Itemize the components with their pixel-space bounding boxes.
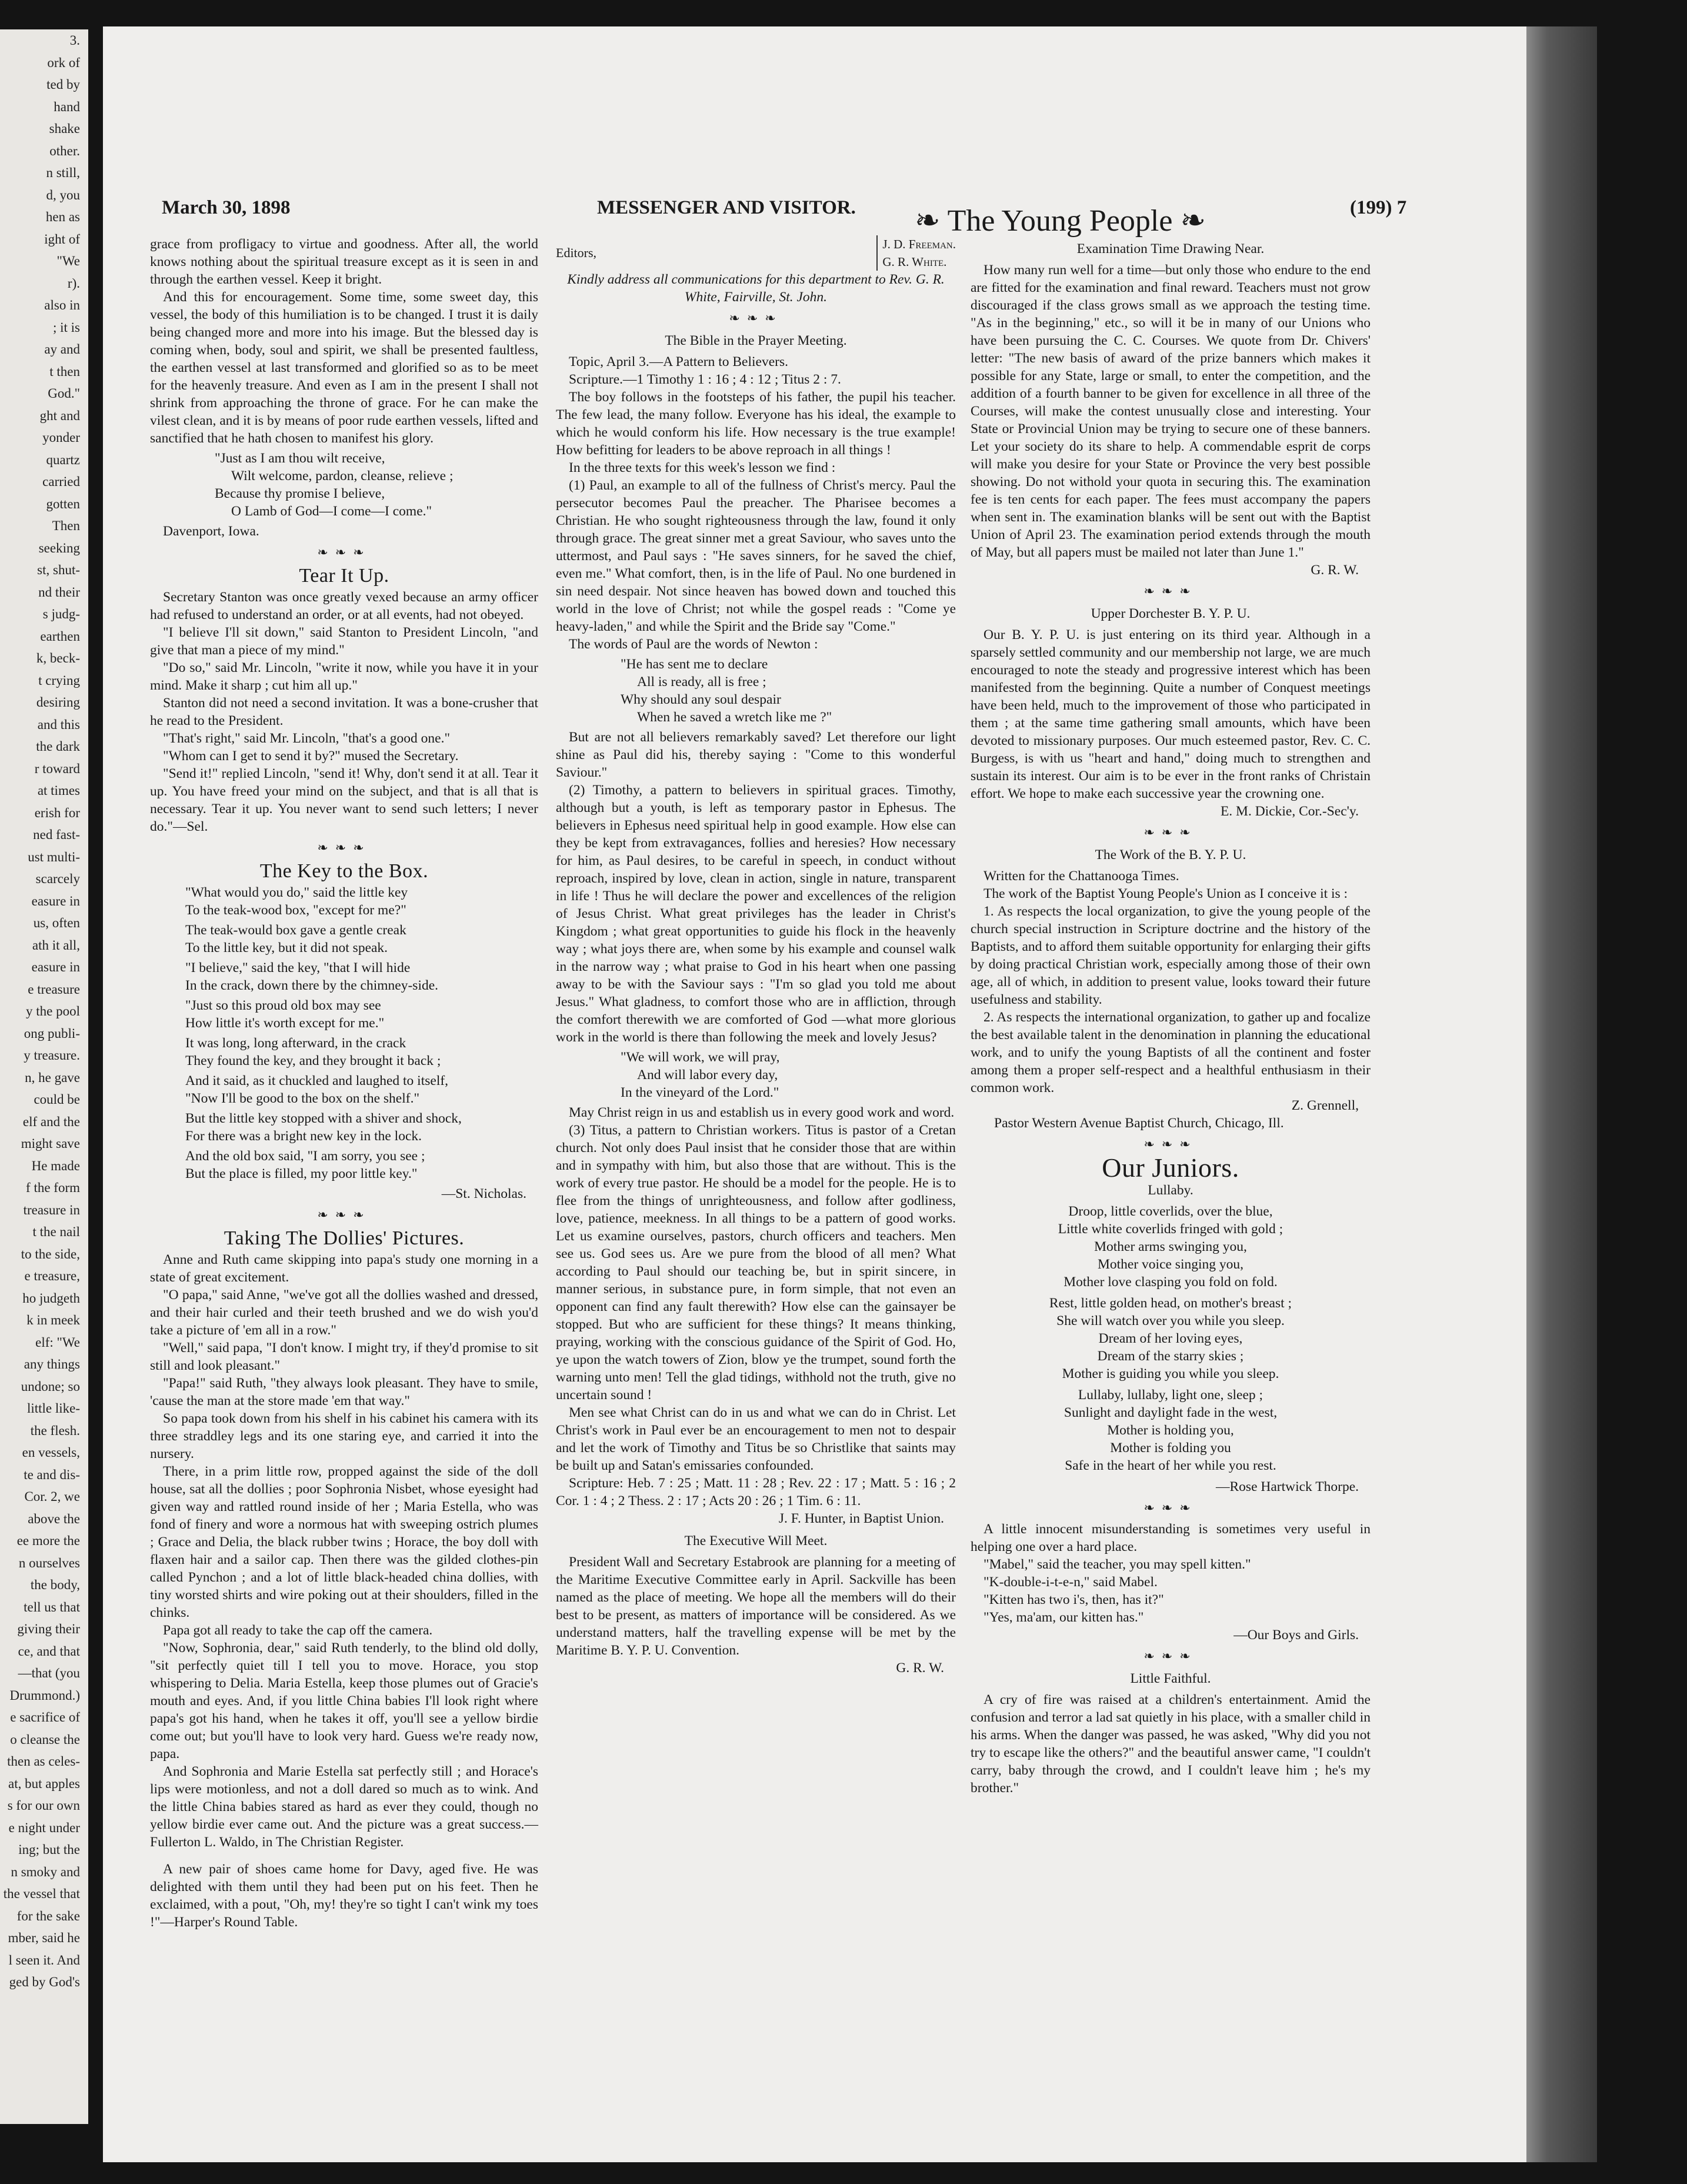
previous-page-line: the dark xyxy=(36,739,80,754)
previous-page-line: 3. xyxy=(69,33,80,48)
article-paragraph: "O papa," said Anne, "we've got all the dollies washed and dressed, and their hair curled and their teeth brushed and we do wish you'd take a picture of 'em all in a row." xyxy=(150,1287,538,1338)
poem-line: Mother love clasping you fold on fold. xyxy=(1063,1274,1278,1290)
previous-page-line: e treasure xyxy=(28,981,80,997)
previous-page-line: ned fast- xyxy=(33,827,80,842)
previous-page-line: nd their xyxy=(38,584,80,600)
previous-page-line: above the xyxy=(28,1511,80,1526)
previous-page-line: y the pool xyxy=(26,1004,80,1018)
previous-page-line: hand xyxy=(54,99,80,114)
previous-page-line: n ourselves xyxy=(18,1555,80,1570)
previous-page-line: gotten xyxy=(46,496,80,511)
previous-page-line: any things xyxy=(24,1357,80,1371)
article-paragraph: In the three texts for this week's lesson we find : xyxy=(569,460,836,475)
section-separator: ❧❧❧ xyxy=(1143,825,1198,840)
previous-page-line: earthen xyxy=(40,628,80,644)
previous-page-line: easure in xyxy=(31,960,80,974)
key-to-box-poem xyxy=(150,884,538,1183)
editors-line xyxy=(556,235,956,271)
attribution: —St. Nicholas. xyxy=(441,1186,526,1201)
previous-page-line: ted by xyxy=(46,77,80,92)
previous-page-line: erish for xyxy=(34,805,80,820)
previous-page-line: e treasure, xyxy=(24,1269,80,1283)
previous-page-line: easure in xyxy=(31,893,80,908)
heading-work-bypu: The Work of the B. Y. P. U. xyxy=(1095,847,1246,863)
article-paragraph: How many run well for a time—but only those who endure to the end are fitted for the examination and final reward. Teachers must not grow discouraged if the class grows small as we approach the testing time. "As in the beginning," etc., so will it be in many of our Unions who have been pursuing the C. C. Courses. We quote from Dr. Chivers' letter: "The new basis of award of the prize banners which makes it possible for any State, large or small, to enter the competition, and the addition of a fourth banner to be given for excellence in all three of the Courses, will make the contest unusually close and interesting. Your State or Provincial Union may be trying to secure one of these banners. Let your society do its share to help. A commendable esprit de corps will make you desire for your State or Province the very best possible showing. Do not withold your quota in securing this. The examination fee is ten cents for each paper. The fees must accompany the papers when sent in. The examination blanks will be sent out with the Baptist Union of April 23. The examination period extends through the mouth of May, but all papers must be mailed not later than June 1." xyxy=(971,262,1371,560)
previous-page-line: ust multi- xyxy=(28,849,80,864)
heading-our-juniors: Our Juniors. xyxy=(1102,1153,1239,1183)
column-1 xyxy=(150,235,538,1931)
poem-line: "Now I'll be good to the box on the shelf." xyxy=(185,1091,420,1106)
column-3 xyxy=(971,235,1371,1797)
section-separator: ❧❧❧ xyxy=(1143,1649,1198,1663)
previous-page-line: f the form xyxy=(26,1180,80,1195)
article-paragraph: grace from profligacy to virtue and goodness. After all, the world knows nothing about the spiritual treasure except as it is seen in and through the earthen vessel. Keep it bright. xyxy=(150,237,538,287)
previous-page-line: giving their xyxy=(17,1622,80,1636)
previous-page-line: ee more the xyxy=(16,1533,80,1548)
attribution: Z. Grennell, xyxy=(1291,1098,1359,1113)
dateline: Davenport, Iowa. xyxy=(163,524,259,539)
previous-page-line: the body, xyxy=(30,1577,80,1592)
article-paragraph: Papa got all ready to take the cap off the camera. xyxy=(163,1623,433,1638)
poem-line: Sunlight and daylight fade in the west, xyxy=(1063,1405,1278,1420)
book-page-edge xyxy=(1526,26,1597,2162)
previous-page-line: e sacrifice of xyxy=(10,1710,80,1724)
poem-stanza xyxy=(185,1147,538,1183)
attribution: G. R. W. xyxy=(1311,562,1359,578)
section-separator: ❧❧❧ xyxy=(317,545,371,560)
poem-line: It was long, long afterward, in the crack xyxy=(185,1036,406,1051)
previous-page-line: ork of xyxy=(47,55,80,70)
previous-page-line: —that (you xyxy=(18,1666,80,1680)
section-separator: ❧❧❧ xyxy=(1143,1500,1198,1515)
attribution: Pastor Western Avenue Baptist Church, Chicago, Ill. xyxy=(994,1116,1284,1131)
previous-page-line: t crying xyxy=(38,672,80,688)
article-paragraph: There, in a prim little row, propped against the side of the doll house, sat all the dollies ; poor Sophronia Nisbet, whose eyesight had given way and rattled round inside of her ; Maria Estella, who was fond of finery and wore a normous hat with sweeping ostrich plumes ; Grace and Delia, the black rubber twins ; Horace, the boy doll with flaxen hair and a sailor cap. Then there was the gilded clothes-pin called Pynchon ; and a lot of little black-headed china dollies, with tiny worsted shirts and wire poking out at their shoulders, filled in the chinks. xyxy=(150,1464,538,1620)
verse-line: "He has sent me to declare xyxy=(621,657,768,672)
heading-upper-dorchester: Upper Dorchester B. Y. P. U. xyxy=(1091,606,1251,621)
poem-stanza xyxy=(185,1110,538,1145)
previous-page-line: s for our own xyxy=(7,1798,80,1813)
previous-page-line: for the sake xyxy=(16,1908,80,1923)
previous-page-line: Then xyxy=(52,518,80,533)
poem-line: The teak-would box gave a gentle creak xyxy=(185,923,406,938)
previous-page-line: then as celes- xyxy=(7,1754,80,1769)
previous-page-line: the flesh. xyxy=(30,1423,80,1438)
fleuron-icon: ❧ xyxy=(1180,204,1206,238)
poem-line: "What would you do," said the little key xyxy=(185,885,408,900)
article-paragraph: "Kitten has two i's, then, has it?" xyxy=(983,1592,1164,1607)
poem-stanza xyxy=(185,997,538,1032)
article-paragraph: "Whom can I get to send it by?" mused the Secretary. xyxy=(163,748,459,764)
previous-page-line: ath it all, xyxy=(32,937,80,953)
previous-page-line: s judg- xyxy=(42,607,80,621)
lullaby-poem xyxy=(971,1203,1371,1474)
article-paragraph: So papa took down from his shelf in his cabinet his camera with its three straddley legs and its one staring eye, and carried it into the nursery. xyxy=(150,1411,538,1461)
previous-page-line: r toward xyxy=(34,761,80,776)
previous-page-line: at times xyxy=(37,783,80,798)
previous-page-line: o cleanse the xyxy=(10,1732,80,1747)
verse-line: All is ready, all is free ; xyxy=(637,674,766,690)
poem-line: And it said, as it chuckled and laughed to itself, xyxy=(185,1073,449,1088)
editors-names xyxy=(876,235,956,271)
previous-page-line: undone; so xyxy=(21,1379,80,1394)
poem-stanza xyxy=(971,1386,1371,1474)
tear-it-up-body xyxy=(150,588,538,835)
previous-page-line: shake xyxy=(49,121,80,136)
poem-line: Mother arms swinging you, xyxy=(1094,1239,1247,1254)
poem-stanza xyxy=(185,921,538,957)
topic-line: Topic, April 3.—A Pattern to Believers. xyxy=(569,354,788,369)
work-verse xyxy=(621,1048,956,1101)
scripture-line: Scripture.—1 Timothy 1 : 16 ; 4 : 12 ; Titus 2 : 7. xyxy=(569,372,841,387)
previous-page-line: and this xyxy=(37,717,80,732)
article-paragraph: And Sophronia and Marie Estella sat perfectly still ; and Horace's lips were motionless, and not a doll dared so much as to wink. And the little China babies stared as hard as ever they could, though no yellow birdie ever came out. And the picture was a great success.—Fullerton L. Waldo, in The Christian Register. xyxy=(150,1764,538,1850)
previous-page-line: k, beck- xyxy=(36,651,80,665)
previous-page-line: n, he gave xyxy=(25,1070,80,1085)
previous-page-line: l seen it. And xyxy=(8,1952,80,1967)
previous-page-line: other. xyxy=(49,143,80,158)
editor-name: G. R. White. xyxy=(882,255,947,269)
previous-page-line: Drummond.) xyxy=(9,1687,80,1703)
attribution: —Rose Hartwick Thorpe. xyxy=(1216,1479,1359,1494)
previous-page-line: God." xyxy=(48,386,80,401)
previous-page-line: elf: "We xyxy=(35,1334,80,1350)
previous-page-line: ; it is xyxy=(52,319,80,335)
prayer-meeting-body xyxy=(556,1104,956,1510)
poem-stanza xyxy=(971,1294,1371,1383)
kitten-anecdote xyxy=(971,1520,1371,1626)
previous-page-line: yonder xyxy=(42,430,80,445)
previous-page-line: y treasure. xyxy=(24,1048,80,1063)
verse-line: Why should any soul despair xyxy=(621,692,781,707)
header-paper-title: MESSENGER AND VISITOR. xyxy=(597,197,856,218)
article-paragraph: "Do so," said Mr. Lincoln, "write it now, while you have it in your mind. Make it sharp ; cut him all up." xyxy=(150,660,538,693)
poem-line: Little white coverlids fringed with gold ; xyxy=(1058,1221,1283,1237)
poem-line: Mother voice singing you, xyxy=(1097,1257,1244,1272)
section-separator: ❧❧❧ xyxy=(317,1207,371,1222)
section-separator: ❧❧❧ xyxy=(1143,1137,1198,1151)
poem-line: For there was a bright new key in the lock. xyxy=(185,1128,422,1144)
heading-dollies-pictures: Taking The Dollies' Pictures. xyxy=(224,1227,465,1249)
previous-page-line: ight of xyxy=(44,231,80,247)
poem-stanza xyxy=(971,1203,1371,1291)
previous-page-line: n still, xyxy=(46,165,80,180)
article-paragraph: Secretary Stanton was once greatly vexed because an army officer had refused to understand an order, or at all events, had not obeyed. xyxy=(150,590,538,622)
attribution: J. F. Hunter, in Baptist Union. xyxy=(778,1511,944,1526)
poem-line: How little it's worth except for me." xyxy=(185,1016,385,1031)
previous-page-line: ho judgeth xyxy=(22,1290,80,1306)
poem-line: "Just so this proud old box may see xyxy=(185,998,381,1013)
poem-line: But the place is filled, my poor little key." xyxy=(185,1166,418,1181)
poem-line: And the old box said, "I am sorry, you see ; xyxy=(185,1148,425,1164)
header-date: March 30, 1898 xyxy=(162,197,291,218)
article-paragraph: "Yes, ma'am, our kitten has." xyxy=(983,1610,1144,1625)
poem-line: Mother is holding you, xyxy=(1107,1423,1234,1438)
article-paragraph: The boy follows in the footsteps of his father, the pupil his teacher. The few lead, the many follow. Everyone has his ideal, the example to which he would conform his life. How necessary is the true example! How befitting for leaders to be above reproach in all things ! xyxy=(556,389,956,458)
fleuron-icon: ❧ xyxy=(915,204,941,238)
hymn-verse xyxy=(215,450,538,520)
previous-page-line: en vessels, xyxy=(22,1445,80,1460)
heading-key-to-box: The Key to the Box. xyxy=(259,860,429,882)
previous-page-line: also in xyxy=(44,298,80,312)
article-paragraph: And this for encouragement. Some time, some sweet day, this vessel, the body of this humiliation is to be changed. I trust it is daily being changed more and more into his image. But the blessed day is coming when, body, soul and spirit, we shall be presented faultless, the earthen vessel at last transformed and glorified so as to be meet for the heavenly treasure. And even as I am in the present I shall not shrink from approaching the throne of grace. For he can make the vilest clean, and it is by means of poor rude earthen vessels, lifted and sanctified that he hath chosen to manifest his glory. xyxy=(150,289,538,446)
article-paragraph: A little innocent misunderstanding is sometimes very useful in helping one over a hard place. xyxy=(971,1522,1371,1554)
previous-page-line: little like- xyxy=(26,1401,80,1416)
verse-line: And will labor every day, xyxy=(637,1067,778,1083)
attribution: E. M. Dickie, Cor.-Sec'y. xyxy=(1220,804,1359,819)
poem-line: Safe in the heart of her while you rest. xyxy=(1065,1458,1276,1473)
previous-page-line: desiring xyxy=(36,695,80,710)
article-paragraph: (2) Timothy, a pattern to believers in spiritual graces. Timothy, although but a youth, is left as temporary pastor in Ephesus. The believers in Ephesus need spiritual help in good example. How else can they be kept from extravagances, follies and heresies? How necessary for him, as Paul desires, to be careful in speech, in conduct without reproach, inspired by love, clean in action, single in nature, transparent in life ! Thus he will declare the power and excellences of the religion of Jesus Christ. What great privileges has the leader in Christ's Kingdom ; what great opportunities to guide his flock in the heavenly way ; what joys there are, when some by his example and counsel walk in the narrow way ; what praise to God in his heart when one passing away to be with the Saviour says : "I'm so glad you told me about Jesus." What gladness, to comfort those who are in affliction, through the comfort therewith we are comforted of God —what more glorious work in the world is there than following the meek and lovely Jesus? xyxy=(556,783,956,1045)
editor-name: J. D. Freeman. xyxy=(882,237,956,251)
previous-page-line: "We xyxy=(56,254,80,268)
work-bypu-body xyxy=(971,867,1371,1097)
poem-line: Lullaby, lullaby, light one, sleep ; xyxy=(1078,1387,1263,1403)
previous-page-line: tell us that xyxy=(24,1599,80,1614)
attribution: —Our Boys and Girls. xyxy=(1233,1627,1359,1643)
article-paragraph: "Now, Sophronia, dear," said Ruth tenderly, to the blind old dolly, "sit perfectly quiet till I tell you to move. Horace, you stop whispering to Delia. Maria Estella, keep those plumes out of Gracie's mouth and eyes. And, if you little China babies I'll look right where papa's got his hand, when he takes it off, you'll see a yellow birdie come out; but you'll have to look very hard. Guess we're ready now, papa. xyxy=(150,1640,538,1762)
poem-line: She will watch over you while you sleep. xyxy=(1056,1313,1285,1329)
dollies-body xyxy=(150,1251,538,1851)
previous-page-line: might save xyxy=(21,1136,80,1151)
previous-page-line: Cor. 2, we xyxy=(24,1489,80,1504)
heading-prayer-meeting: The Bible in the Prayer Meeting. xyxy=(665,333,847,348)
prayer-meeting-body xyxy=(556,728,956,1046)
previous-page-line: ght and xyxy=(39,408,80,423)
previous-page-line: quartz xyxy=(46,452,80,467)
previous-page-line: to the side, xyxy=(21,1246,80,1261)
article-paragraph: 2. As respects the international organization, to gather up and focalize the best available talent in the denomination in planning the educational work, and to unify the young Baptists of all the continent and foster among them a proper self-respect and a healthful enthusiasm in their common work. xyxy=(971,1010,1371,1096)
article-paragraph: "Well," said papa, "I don't know. I might try, if they'd promise to sit still and look pleasant." xyxy=(150,1340,538,1373)
previous-page-line: te and dis- xyxy=(24,1467,80,1482)
poem-line: Dream of her loving eyes, xyxy=(1098,1331,1243,1346)
previous-page-line: treasure in xyxy=(23,1202,80,1217)
previous-page-line: elf and the xyxy=(22,1114,80,1129)
previous-page-line: n smoky and xyxy=(11,1864,80,1879)
poem-stanza xyxy=(185,959,538,994)
previous-page-line: us, often xyxy=(33,915,80,930)
heading-executive-meet: The Executive Will Meet. xyxy=(684,1533,828,1549)
previous-page-line: ged by God's xyxy=(9,1975,80,1989)
previous-page-text xyxy=(0,29,88,1993)
article-paragraph: "I believe I'll sit down," said Stanton to President Lincoln, "and give that man a piece of my mind." xyxy=(150,625,538,658)
article-paragraph: 1. As respects the local organization, to give the young people of the church special instruction in Scripture doctrine and the history of the Baptists, and to afford them suitable opportunity for enlarging their gifts by doing practical Christian work, especially among those of their own age, all of which, in addition to present value, looks toward their future usefulness and stability. xyxy=(971,904,1371,1007)
verse-line: Because thy promise I believe, xyxy=(215,486,385,501)
section-title-text: The Young People xyxy=(947,204,1173,238)
poem-line: But the little key stopped with a shiver and shock, xyxy=(185,1111,462,1126)
previous-page-line: He made xyxy=(31,1158,80,1173)
previous-page-edge xyxy=(0,29,88,2124)
previous-page-line: st, shut- xyxy=(37,562,80,577)
article-paragraph: A cry of fire was raised at a children's entertainment. Amid the confusion and terror a lad sat quietly in his place, with a smaller child in his arms. When the danger was passed, he was asked, "Why did you not try to escape like the others?" and the beautiful answer came, "I couldn't carry, baby through the crowd, and I couldn't leave him ; he's my brother." xyxy=(971,1692,1371,1796)
poem-line: In the crack, down there by the chimney-side. xyxy=(185,978,439,993)
verse-line: Wilt welcome, pardon, cleanse, relieve ; xyxy=(231,468,454,484)
newton-verse xyxy=(621,655,956,726)
previous-page-line: t the nail xyxy=(32,1224,80,1239)
previous-page-line: ay and xyxy=(44,342,80,357)
poem-stanza xyxy=(185,1034,538,1070)
poem-line: They found the key, and they brought it back ; xyxy=(185,1053,441,1068)
heading-lullaby: Lullaby. xyxy=(1148,1183,1193,1198)
article-paragraph: "Send it!" replied Lincoln, "send it! Why, don't send it at all. Tear it up. You have freed your mind on the subject, and that is all that is necessary. Tear it up. You never want to send such letters; I never do."—Sel. xyxy=(150,766,538,834)
poem-line: Dream of the starry skies ; xyxy=(1097,1349,1244,1364)
poem-line: To the little key, but it did not speak. xyxy=(185,940,388,956)
verse-line: In the vineyard of the Lord." xyxy=(621,1085,779,1100)
article-paragraph: Our B. Y. P. U. is just entering on its third year. Although in a sparsely settled community and our membership not large, we are much encouraged to note the steady and progressive interest which has been manifested from the beginning. Quite a number of Conquest meetings have been held, much to the improvement of those who participated in them ; at the same time gathering small amounts, which have been devoted to missionary purposes. Our much esteemed pastor, Rev. C. C. Burgess, is with us "heart and hand," doing much to strengthen and sustain its interest. Our aim is to be ever in the front ranks of Christain effort. We hope to make each successive year the crowning one. xyxy=(971,627,1371,801)
header-page-number: (199) 7 xyxy=(1350,197,1407,218)
article-paragraph: Anne and Ruth came skipping into papa's study one morning in a state of great excitement. xyxy=(150,1252,538,1285)
shoes-anecdote: A new pair of shoes came home for Davy, aged five. He was delighted with them until they had been put on his feet. Then he exclaimed, with a pout, "Oh, my! they're so tight I can't wink my toes !"—Harper's Round Table. xyxy=(150,1862,538,1930)
newspaper-page xyxy=(103,26,1526,2162)
poem-line: To the teak-wood box, "except for me?" xyxy=(185,903,406,918)
article-paragraph: (1) Paul, an example to all of the fullness of Christ's mercy. Paul the persecutor becomes Paul the preacher. The Pharisee becomes a Christian. He who sought righteousness through the law, found it only through grace. The great sinner met a great Saviour, who saves unto the uttermost, and Paul says : "He saves sinners, for he saved the chief, even me." What comfort, then, is in the life of Paul. No one burdened in sin need despair. Not since heaven has bowed down and touched this world in the love of Christ; not while the gospel reads : "Come ye heavy-laden," and while the Spirit and the Bride say "Come." xyxy=(556,478,956,634)
previous-page-line: ong publi- xyxy=(24,1026,80,1041)
poem-line: Mother is guiding you while you sleep. xyxy=(1062,1366,1279,1381)
prayer-meeting-body xyxy=(556,388,956,653)
heading-exam-time: Examination Time Drawing Near. xyxy=(1076,241,1265,257)
address-note: Kindly address all communications for this department to Rev. G. R. White, Fairville, St. John. xyxy=(567,272,945,305)
poem-stanza xyxy=(185,884,538,919)
verse-line: "Just as I am thou wilt receive, xyxy=(215,451,385,466)
previous-page-line: the vessel that xyxy=(3,1886,80,1901)
article-paragraph: But are not all believers remarkably saved? Let therefore our light shine as Paul did his, thereby saying : "Come to this wonderful Saviour." xyxy=(556,730,956,780)
poem-line: "I believe," said the key, "that I will hide xyxy=(185,960,411,976)
article-paragraph: President Wall and Secretary Estabrook are planning for a meeting of the Maritime Executive Committee early in April. Sackville has been named as the place of meeting. We hope all the members will do their best to be present, as matters of importance will be considered. As we understand matters, half the travelling expense will be met by the Maritime B. Y. P. U. Convention. xyxy=(556,1554,956,1658)
article-paragraph: The work of the Baptist Young People's Union as I conceive it is : xyxy=(983,886,1348,901)
previous-page-line: carried xyxy=(42,474,80,489)
article-paragraph: "Mabel," said the teacher, you may spell kitten." xyxy=(983,1557,1251,1572)
section-separator: ❧❧❧ xyxy=(317,840,371,855)
verse-line: When he saved a wretch like me ?" xyxy=(637,710,832,725)
article-paragraph: Men see what Christ can do in us and what we can do in Christ. Let Christ's work in Paul ever be an encouragement to men not to despair and let the work of Timothy and Titus be so Christlike that saints may be built up and Satan's emissaries confounded. xyxy=(556,1405,956,1473)
previous-page-line: ce, and that xyxy=(18,1643,80,1659)
article-paragraph: "Papa!" said Ruth, "they always look pleasant. They have to smile, 'cause the man at the store made 'em that way." xyxy=(150,1376,538,1409)
heading-little-faithful: Little Faithful. xyxy=(1130,1671,1211,1686)
verse-line: O Lamb of God—I come—I come." xyxy=(231,504,432,519)
verse-line: "We will work, we will pray, xyxy=(621,1050,780,1065)
previous-page-line: mber, said he xyxy=(8,1930,80,1945)
article-paragraph: Written for the Chattanooga Times. xyxy=(983,868,1179,884)
heading-tear-it-up: Tear It Up. xyxy=(299,565,389,587)
poem-line: Rest, little golden head, on mother's breast ; xyxy=(1049,1296,1292,1311)
attribution: G. R. W. xyxy=(896,1660,944,1676)
poem-line: Mother is folding you xyxy=(1110,1440,1231,1456)
article-paragraph: (3) Titus, a pattern to Christian workers. Titus is pastor of a Cretan church. Not only does Paul insist that he consider those that are within and in sympathy with him, but also those that are without. This is the work of every true pastor. He should be a model for the people. He is to flee from the things of unrighteousness, and follow after godliness, love, patience, meekness. In all things to be a pattern of good works. Let us examine ourselves, pastors, church officers and teachers. Men see us. God sees us. Are we pure from the blood of all men? What according to Paul should our teaching be, but in spirit sincere, in manner serious, in substance pure, in form simple, that not even an opponent can find any fault therewith? How else can the gainsayer be stopped. But who are sufficient for these things? It means thinking, praying, working with the conscious guidance of the Spirit of God. Ho, ye upon the watch towers of Zion, blow ye the trumpet, sound forth the warning unto men! Tell the glad tidings, withhold not the truth, give no uncertain sound ! xyxy=(556,1123,956,1403)
article-paragraph: The words of Paul are the words of Newton : xyxy=(569,637,818,652)
article-paragraph: Stanton did not need a second invitation. It was a bone-crusher that he read to the President. xyxy=(150,695,538,728)
poem-line: Droop, little coverlids, over the blue, xyxy=(1068,1204,1273,1219)
previous-page-line: ing; but the xyxy=(18,1842,80,1857)
previous-page-line: r). xyxy=(67,275,80,291)
previous-page-line: seeking xyxy=(38,540,80,555)
previous-page-line: e night under xyxy=(8,1820,80,1835)
column-2 xyxy=(556,235,956,1677)
previous-page-line: at, but apples xyxy=(8,1776,80,1791)
section-separator: ❧❧❧ xyxy=(1143,584,1198,598)
poem-stanza xyxy=(185,1072,538,1107)
previous-page-line: k in meek xyxy=(26,1313,80,1327)
article-paragraph: May Christ reign in us and establish us in every good work and word. xyxy=(569,1105,955,1120)
previous-page-line: scarcely xyxy=(35,871,80,886)
article-paragraph: "K-double-i-t-e-n," said Mabel. xyxy=(983,1574,1158,1590)
section-title xyxy=(915,203,1206,238)
article-paragraph: Scripture: Heb. 7 : 25 ; Matt. 11 : 28 ; Rev. 22 : 17 ; Matt. 5 : 16 ; 2 Cor. 1 : 4 ; 2 Thess. 2 : 17 ; Acts 20 : 26 ; 1 Tim. 6 : 11. xyxy=(556,1476,956,1509)
previous-page-line: hen as xyxy=(45,209,80,224)
section-separator: ❧❧❧ xyxy=(729,311,783,325)
previous-page-line: t then xyxy=(49,364,80,379)
previous-page-line: could be xyxy=(34,1092,80,1107)
article-paragraph: "That's right," said Mr. Lincoln, "that's a good one." xyxy=(163,731,451,746)
previous-page-line: d, you xyxy=(46,187,80,202)
editors-label: Editors, xyxy=(556,245,597,260)
